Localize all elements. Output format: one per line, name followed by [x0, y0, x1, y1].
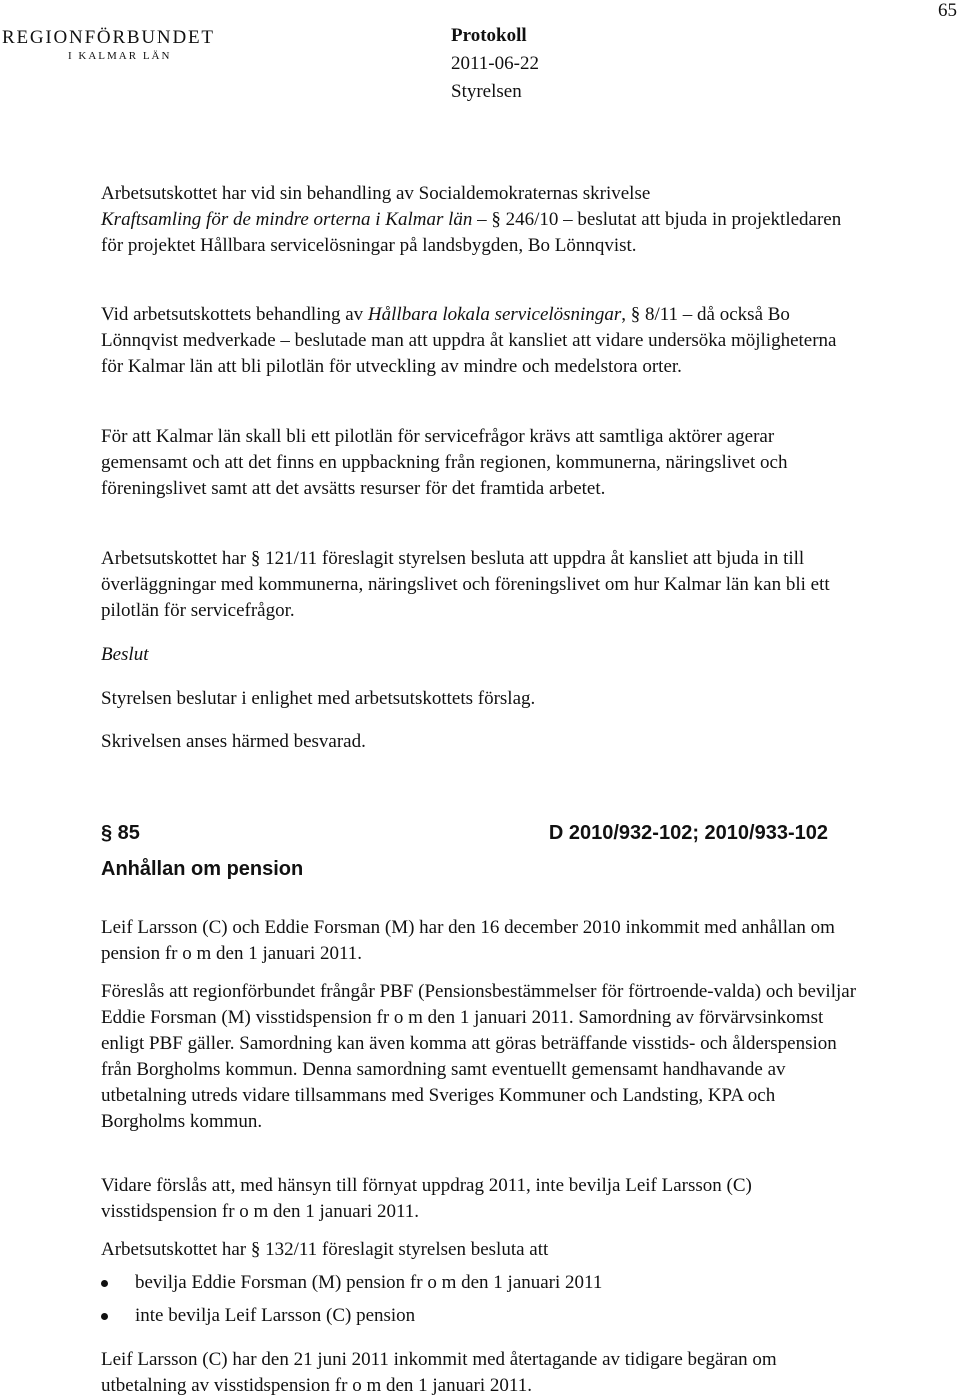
decision-text-1 [101, 686, 861, 712]
paragraph-8 [101, 1237, 861, 1263]
bullet-text: inte bevilja Leif Larsson (C) pension [135, 1305, 416, 1326]
paragraph-2-text: Vid arbetsutskottets behandling av [101, 304, 368, 325]
meeting-body: Styrelsen [451, 81, 522, 102]
paragraph-9 [101, 1347, 861, 1399]
paragraph-5-text: Leif Larsson (C) och Eddie Forsman (M) har den 16 december 2010 inkommit med anhållan om pension fr o m den 1 januari 2011. [101, 917, 835, 964]
bullet-text: bevilja Eddie Forsman (M) pension fr o m den 1 januari 2011 [135, 1272, 603, 1293]
bullet-icon [101, 1280, 108, 1287]
decision-text-1-content: Styrelsen beslutar i enlighet med arbetsutskottets förslag. [101, 688, 536, 709]
section-number: § 85 [101, 822, 140, 844]
meeting-date: 2011-06-22 [451, 53, 539, 74]
paragraph-3-text: För att Kalmar län skall bli ett pilotlän för servicefrågor krävs att samtliga aktörer agerar gemensamt och att det finns en uppbackning från regionen, kommunerna, näringslivet och föreningslivet samt att det avsätts resurser för det framtida arbetet. [101, 426, 788, 499]
organization-logo [2, 28, 215, 62]
paragraph-2-text-cont: , § 8/11 – då också Bo Lönnqvist medverkade – beslutade man att uppdra åt kansliet att vidare undersöka möjligheterna för Kalmar län att bli pilotlän för utveckling av mindre och medelstora orter. [101, 304, 837, 377]
paragraph-4 [101, 546, 861, 624]
paragraph-3 [101, 424, 861, 502]
paragraph-7-text: Vidare förslås att, med hänsyn till förnyat uppdrag 2011, inte bevilja Leif Larsson (C) visstidspension fr o m den 1 januari 2011. [101, 1175, 752, 1222]
paragraph-4-text: Arbetsutskottet har § 121/11 föreslagit styrelsen besluta att uppdra åt kansliet att bjuda in till överläggningar med kommunerna, näringslivet och föreningslivet om hur Kalmar län kan bli ett pilotlän för servicefrågor. [101, 548, 830, 621]
paragraph-5 [101, 915, 861, 967]
paragraph-1-text: Arbetsutskottet har vid sin behandling av Socialdemokraternas skrivelse [101, 183, 651, 204]
paragraph-6-text: Föreslås att regionförbundet frångår PBF (Pensionsbestämmelser för förtroende-valda) och beviljar Eddie Forsman (M) visstidspension fr o m den 1 januari 2011. Samordning av förvärvsinkomst enligt PBF gäller. Samordning kan även komma att göras beträffande visstids- och ålderspension från Borgholms kommun. Denna samordning samt eventuellt gemensamt handhavande av utbetalning utreds vidare tillsammans med Sveriges Kommuner och Landsting, KPA och Borgholms kommun. [101, 981, 857, 1132]
decision-heading-text: Beslut [101, 644, 149, 665]
document-type: Protokoll [451, 25, 527, 46]
paragraph-1 [101, 181, 861, 259]
document-header [451, 22, 539, 106]
decision-heading [101, 642, 861, 668]
paragraph-2 [101, 302, 861, 380]
page-number: 65 [938, 0, 957, 21]
paragraph-2-italic-title: Hållbara lokala servicelösningar [367, 304, 622, 325]
logo-sub-text: I KALMAR LÄN [68, 50, 172, 62]
decision-text-2-content: Skrivelsen anses härmed besvarad. [101, 731, 366, 752]
section-diary-number: D 2010/932-102; 2010/933-102 [548, 822, 828, 844]
decision-text-2 [101, 729, 861, 755]
paragraph-1-italic-title: Kraftsamling för de mindre orterna i Kalmar län [101, 209, 473, 230]
paragraph-8-text: Arbetsutskottet har § 132/11 föreslagit styrelsen besluta att [101, 1239, 549, 1260]
bullet-icon [101, 1313, 108, 1320]
paragraph-6 [101, 979, 861, 1135]
paragraph-1-text-cont: – § 246/10 – beslutat att bjuda in projektledaren för projektet Hållbara servicelösningar på landsbygden, Bo Lönnqvist. [101, 209, 842, 256]
paragraph-7 [101, 1173, 861, 1225]
section-title: Anhållan om pension [101, 858, 304, 880]
paragraph-9-text: Leif Larsson (C) har den 21 juni 2011 inkommit med återtagande av tidigare begäran om utbetalning av visstidspension fr o m den 1 januari 2011. [101, 1349, 777, 1396]
logo-main-text: REGIONFÖRBUNDET [2, 27, 215, 48]
